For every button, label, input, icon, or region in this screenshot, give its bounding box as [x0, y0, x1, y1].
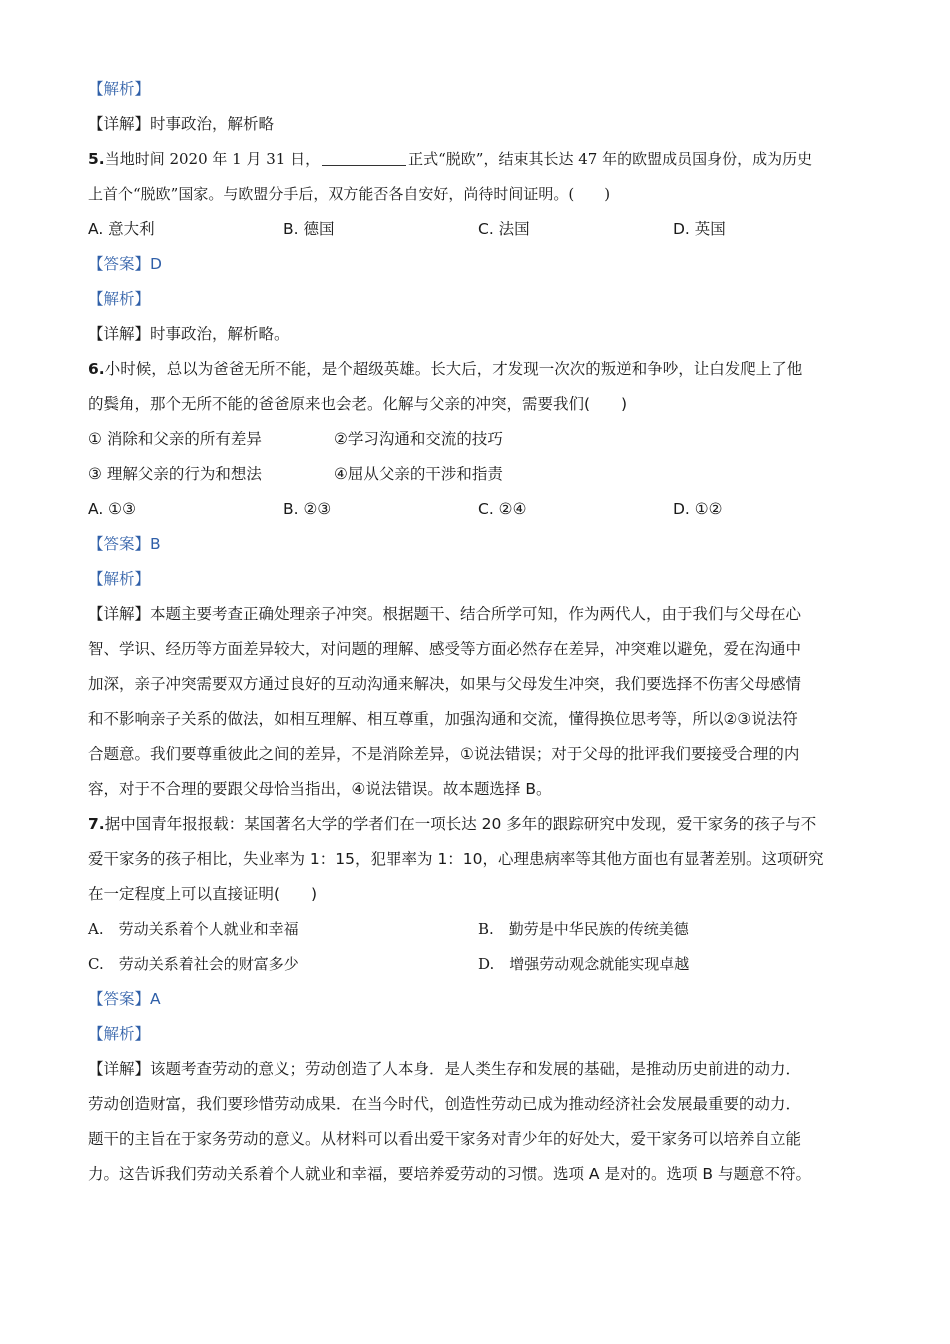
- answer-label: 【答案】D: [88, 255, 162, 273]
- detail-line: 劳动创造财富，我们要珍惜劳动成果．在当今时代，创造性劳动已成为推动经济社会发展最重要的动力．: [88, 1095, 802, 1113]
- detail-text: 【详解】时事政治，解析略。: [88, 325, 290, 343]
- detail-line: 题干的主旨在于家务劳动的意义。从材料可以看出爱干家务对青少年的好处大，爱干家务可以培养自立能: [88, 1130, 802, 1148]
- statement: ③ 理解父亲的行为和想法: [88, 465, 262, 483]
- question-7-line-2: 爱干家务的孩子相比，失业率为 1：15，犯罪率为 1：10，心理患病率等其他方面也有显著差别。这项研究: [88, 850, 824, 868]
- option-a: A. ①③: [88, 500, 136, 518]
- option-d: D. 英国: [673, 220, 726, 238]
- question-5-line-1: 5.当地时间 2020 年 1 月 31 日， 正式“脱欧”，结束其长达 47 年的欧盟成员国身份，成为历史: [88, 142, 868, 177]
- question-6-options: [88, 492, 868, 527]
- detail-line: 【详解】该题考查劳动的意义；劳动创造了人本身．是人类生存和发展的基础，是推动历史前进的动力．: [88, 1060, 802, 1078]
- detail-paragraph: [88, 1052, 868, 1192]
- question-5-options: [88, 212, 868, 247]
- question-7-options-row-1: [88, 912, 868, 947]
- option-b: B. 勤劳是中华民族的传统美德: [478, 920, 689, 938]
- question-number: 6.: [88, 360, 105, 378]
- statement: ②学习沟通和交流的技巧: [334, 430, 503, 448]
- detail-text: 【详解】时事政治，解析略: [88, 115, 275, 133]
- analysis-label: 【解析】: [88, 570, 151, 588]
- detail-line: 力。这告诉我们劳动关系着个人就业和幸福，要培养爱劳动的习惯。选项 A 是对的。选项 B 与题意不符。: [88, 1165, 811, 1183]
- question-7-line-3: 在一定程度上可以直接证明( ): [88, 885, 318, 903]
- question-7-options-row-2: [88, 947, 868, 982]
- option-b: B. 德国: [283, 220, 335, 238]
- question-6-line-1: 6.小时候，总以为爸爸无所不能，是个超级英雄。长大后，才发现一次次的叛逆和争吵，让白发爬上了他: [88, 360, 803, 378]
- analysis-label: 【解析】: [88, 1025, 151, 1043]
- detail-line: 【详解】本题主要考查正确处理亲子冲突。根据题干、结合所学可知，作为两代人，由于我们与父母在心: [88, 605, 802, 623]
- detail-line: 合题意。我们要尊重彼此之间的差异，不是消除差异，①说法错误；对于父母的批评我们要接受合理的内: [88, 745, 800, 763]
- option-c: C. 劳动关系着社会的财富多少: [88, 955, 299, 973]
- option-c: C. ②④: [478, 500, 527, 518]
- option-d: D. 增强劳动观念就能实现卓越: [478, 955, 690, 973]
- statement: ① 消除和父亲的所有差异: [88, 430, 262, 448]
- option-d: D. ①②: [673, 500, 723, 518]
- question-number: 5.: [88, 150, 105, 168]
- question-number: 7.: [88, 815, 105, 833]
- analysis-label: 【解析】: [88, 290, 151, 308]
- statement-row: [88, 422, 868, 457]
- question-5-line-2: 上首个“脱欧”国家。与欧盟分手后，双方能否各自安好，尚待时间证明。( ): [88, 185, 611, 203]
- analysis-label: 【解析】: [88, 80, 151, 98]
- detail-line: 加深，亲子冲突需要双方通过良好的互动沟通来解决，如果与父母发生冲突，我们要选择不伤害父母感情: [88, 675, 802, 693]
- statement-row: [88, 457, 868, 492]
- option-a: A. 意大利: [88, 220, 155, 238]
- detail-paragraph: [88, 597, 868, 807]
- question-6-line-2: 的鬓角，那个无所不能的爸爸原来也会老。化解与父亲的冲突，需要我们( ): [88, 395, 628, 413]
- statement: ④屈从父亲的干涉和指责: [334, 465, 503, 483]
- option-c: C. 法国: [478, 220, 530, 238]
- detail-line: 容，对于不合理的要跟父母恰当指出，④说法错误。故本题选择 B。: [88, 780, 552, 798]
- fill-blank: [322, 147, 406, 166]
- detail-line: 智、学识、经历等方面差异较大，对问题的理解、感受等方面必然存在差异，冲突难以避免，爱在沟通中: [88, 640, 802, 658]
- question-7-line-1: 7.据中国青年报报载：某国著名大学的学者们在一项长达 20 多年的跟踪研究中发现，爱干家务的孩子与不: [88, 815, 817, 833]
- document-page: [88, 72, 868, 1192]
- answer-label: 【答案】A: [88, 990, 161, 1008]
- option-b: B. ②③: [283, 500, 332, 518]
- detail-line: 和不影响亲子关系的做法，如相互理解、相互尊重，加强沟通和交流，懂得换位思考等，所以②③说法符: [88, 710, 798, 728]
- answer-label: 【答案】B: [88, 535, 161, 553]
- option-a: A. 劳动关系着个人就业和幸福: [88, 920, 299, 938]
